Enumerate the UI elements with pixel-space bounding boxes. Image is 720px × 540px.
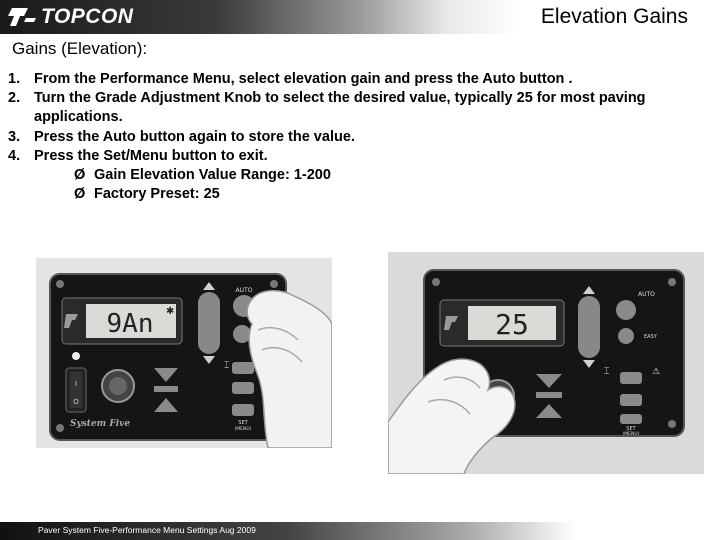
svg-text:SET: SET	[626, 426, 636, 432]
logo-text: TOPCON	[41, 5, 134, 28]
step-item: 4. Press the Set/Menu button to exit.	[8, 147, 268, 164]
arrow-bullet-icon: Ø	[74, 167, 86, 184]
side-button	[620, 372, 642, 384]
svg-text:O: O	[73, 398, 79, 406]
photo-control-box-auto	[36, 258, 332, 448]
step-item: 3. Press the Auto button again to store the value.	[8, 128, 355, 145]
svg-text:⌶: ⌶	[224, 361, 230, 371]
side-button	[232, 362, 254, 374]
svg-text:I: I	[74, 380, 78, 388]
step-item: 1. From the Performance Menu, select elevation gain and press the Auto button .	[8, 71, 573, 87]
svg-text:⌶: ⌶	[604, 367, 610, 377]
topcon-logo	[8, 4, 133, 30]
grade-rocker-button	[578, 296, 600, 358]
side-button	[620, 394, 642, 406]
easy-button	[233, 325, 251, 343]
svg-text:✱: ✱	[166, 306, 175, 317]
svg-text:(MENU): (MENU)	[234, 427, 252, 432]
lcd-readout: 9An	[106, 309, 154, 339]
easy-button	[618, 328, 634, 344]
bullet-list	[74, 166, 716, 204]
svg-text:(MENU): (MENU)	[622, 432, 640, 437]
control-box-illustration	[388, 252, 704, 474]
control-box-illustration	[36, 258, 332, 448]
set-button	[620, 414, 642, 424]
section-title: Gains (Elevation):	[12, 39, 148, 58]
bullet-item: Ø Factory Preset: 25	[74, 185, 716, 204]
footer-text: Paver System Five-Performance Menu Settings Aug 2009	[38, 525, 256, 535]
screw-icon	[668, 420, 676, 428]
svg-text:EASY: EASY	[644, 334, 657, 340]
arrow-bullet-icon: Ø	[74, 186, 86, 203]
topcon-logo-icon	[8, 6, 38, 28]
footer-band	[0, 522, 720, 540]
photo-control-box-knob	[388, 252, 704, 474]
auto-button	[616, 300, 636, 320]
screw-icon	[432, 278, 440, 286]
side-button	[232, 382, 254, 394]
instruction-list	[8, 70, 716, 204]
svg-text:AUTO: AUTO	[235, 287, 253, 294]
svg-text:System Five: System Five	[70, 419, 131, 429]
screw-icon	[668, 278, 676, 286]
screw-icon	[270, 280, 278, 288]
set-button	[232, 404, 254, 416]
svg-text:AUTO: AUTO	[638, 291, 655, 298]
screw-icon	[56, 424, 64, 432]
step-item: 2. Turn the Grade Adjustment Knob to select the desired value, typically 25 for most paving applications.	[8, 90, 646, 126]
screw-icon	[56, 280, 64, 288]
warning-icon: ⚠	[652, 367, 661, 377]
status-led	[72, 352, 80, 360]
lcd-readout: 25	[495, 308, 529, 341]
svg-text:SET: SET	[238, 420, 248, 426]
grade-rocker-button	[198, 292, 220, 354]
bullet-item: Ø Gain Elevation Value Range: 1-200	[74, 166, 716, 185]
page-title: Elevation Gains	[540, 5, 688, 28]
